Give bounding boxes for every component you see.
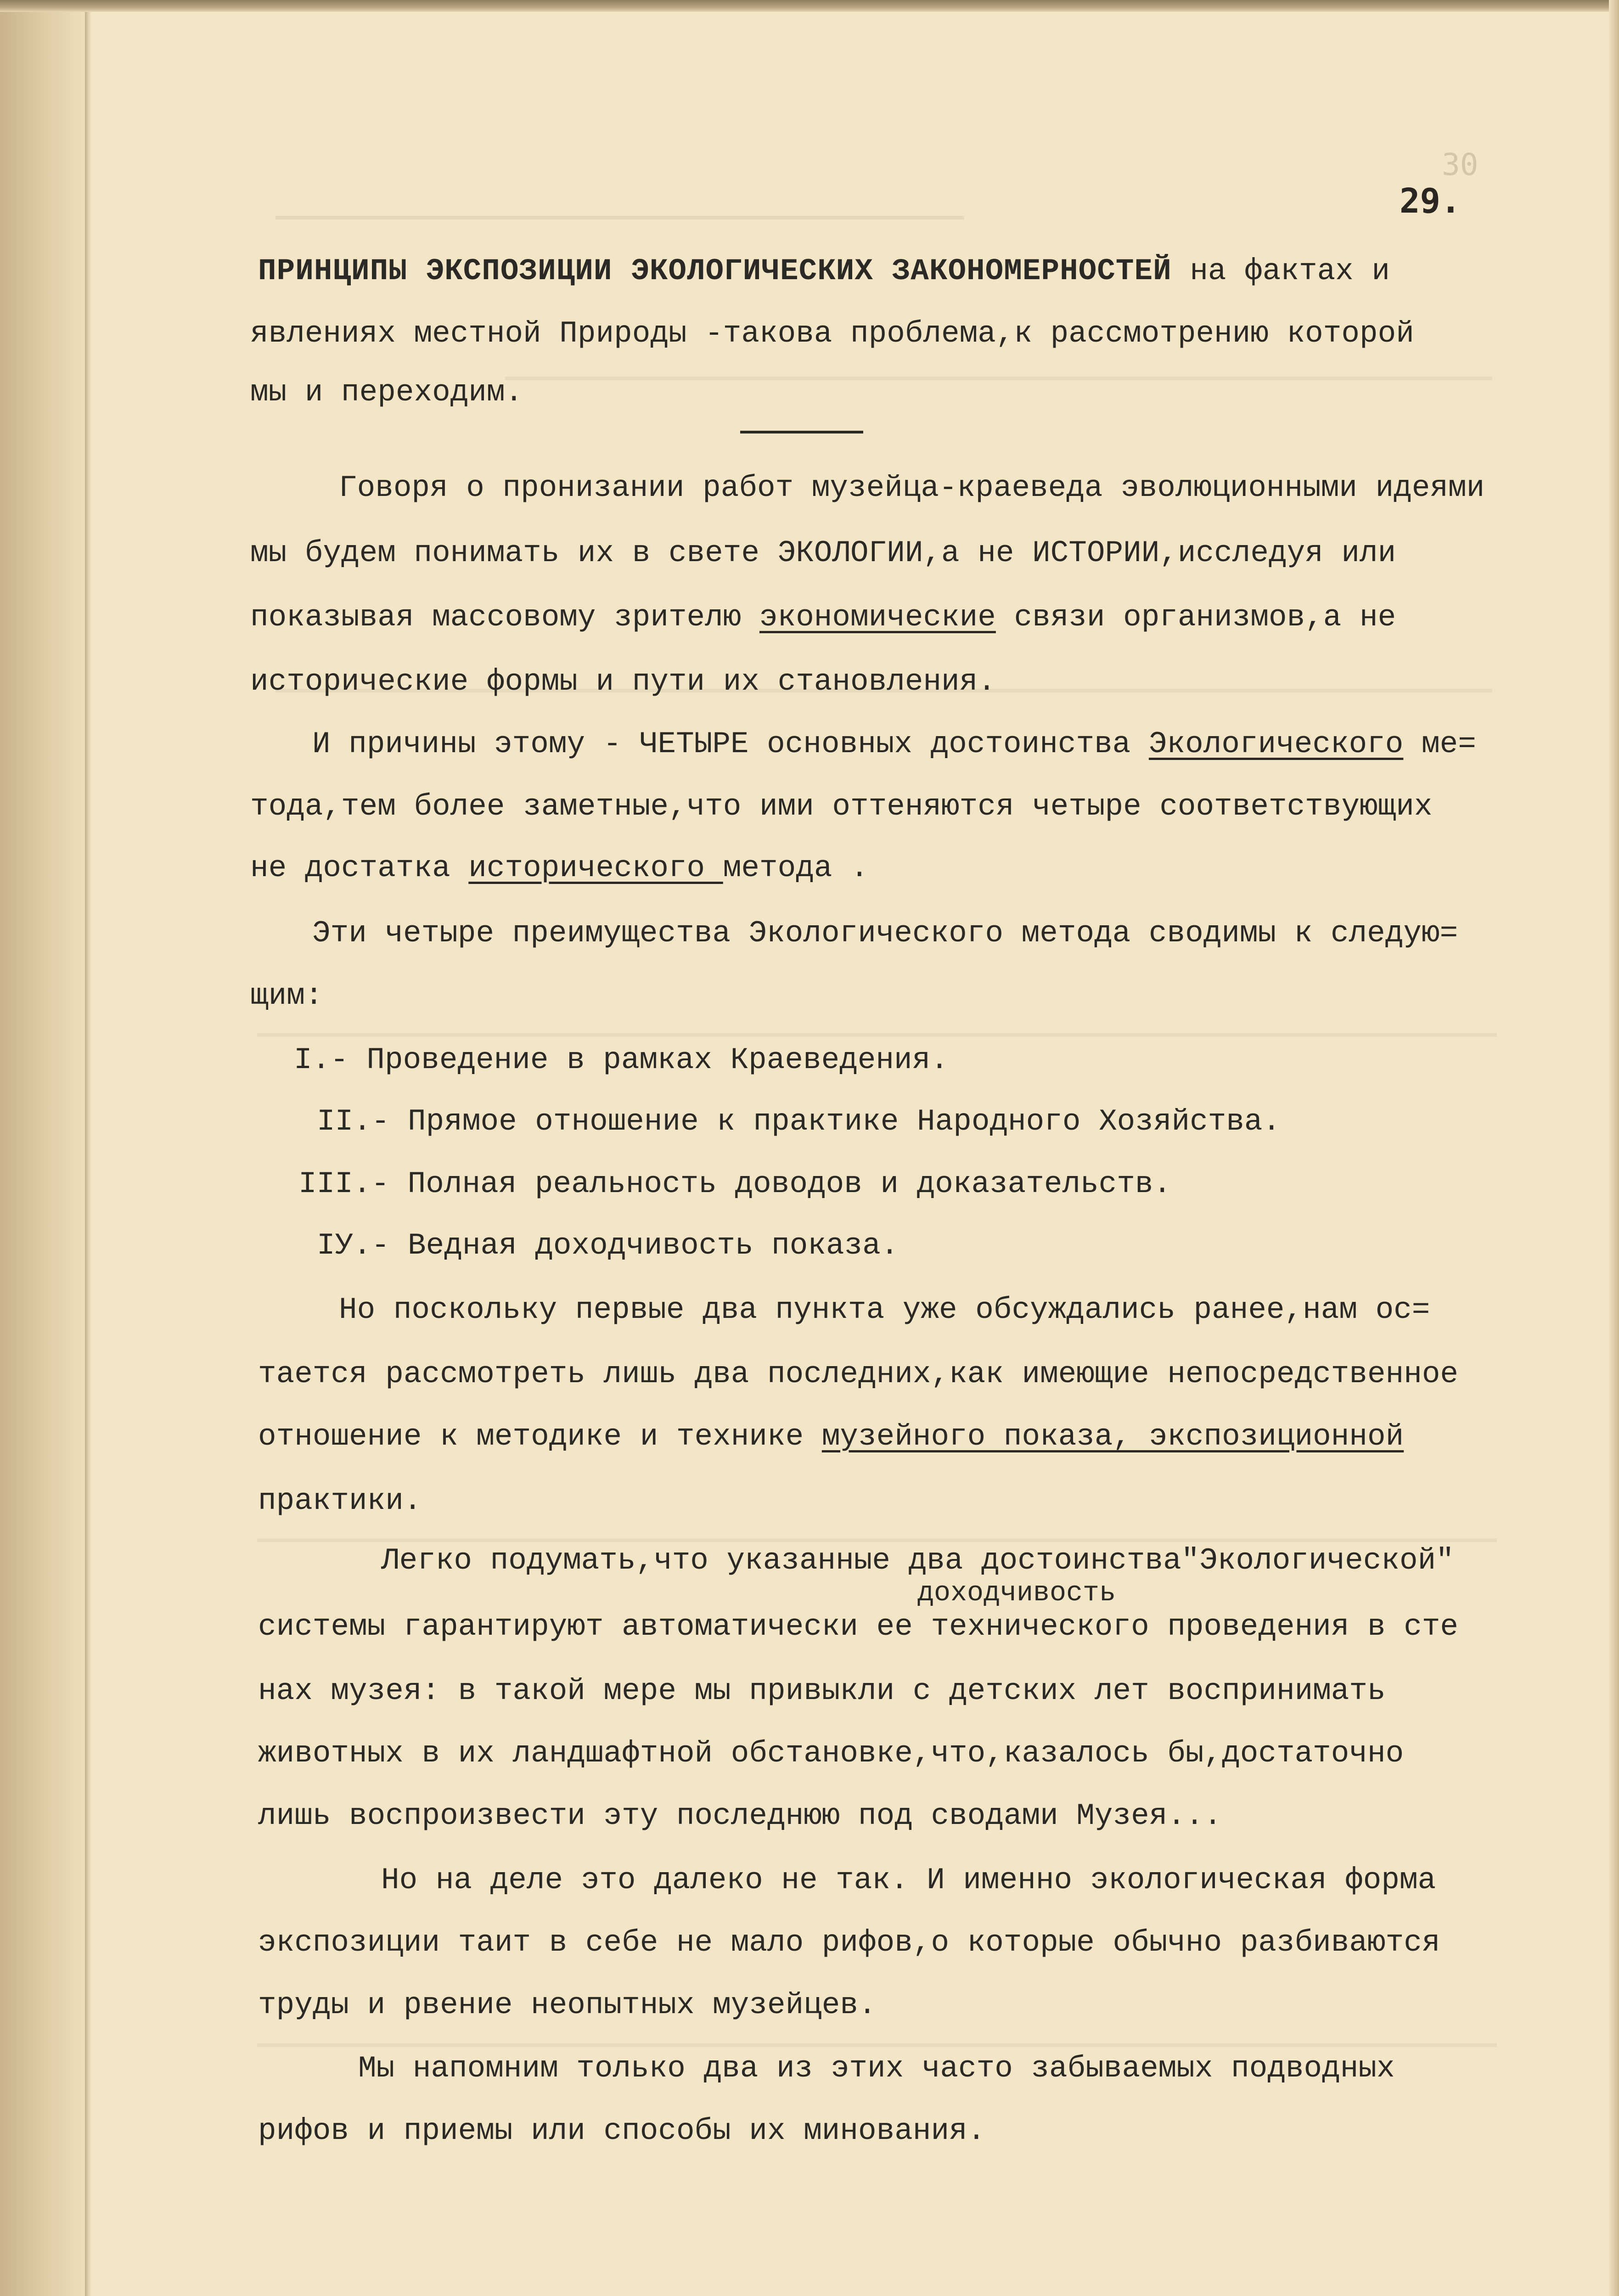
list-item: I.- Проведение в рамках Краеведения.	[294, 1043, 949, 1077]
title-line-1-rest: на фактах и	[1171, 254, 1390, 288]
para2-line-3-a: не достатка	[250, 851, 469, 885]
bleed-through-mark	[257, 2043, 1497, 2047]
para2-line-3-b: метода .	[723, 851, 869, 885]
underlined-word-economic: экономические	[759, 600, 996, 635]
title-line-3: мы и переходим.	[250, 375, 523, 410]
para1-line-1: Говоря о пронизании работ музейца-краеведа эволюционными идеями	[339, 471, 1485, 505]
para4-line-3-a: отношение к методике и технике	[258, 1419, 822, 1454]
bleed-through-mark	[257, 1033, 1497, 1037]
para6-line-2: экспозиции таит в себе не мало рифов,о которые обычно разбиваются	[258, 1925, 1440, 1960]
title-line-2: явлениях местной Природы -такова проблема,к рассмотрению которой	[250, 316, 1414, 351]
para5-line-2: системы гарантируют автоматически ее технического проведения в сте	[258, 1609, 1459, 1644]
page-fold-shadow	[85, 0, 91, 2296]
para3-line-2: щим:	[250, 979, 323, 1013]
para5-line-4: животных в их ландшафтной обстановке,что,казалось бы,достаточно	[258, 1736, 1404, 1771]
title-line-1	[258, 256, 1390, 287]
underlined-word-historical: исторического	[468, 851, 723, 885]
para1-line-2: мы будем понимать их в свете ЭКОЛОГИИ,а не ИСТОРИИ,исследуя или	[250, 536, 1396, 570]
para5-line-1: Легко подумать,что указанные два достоинства"Экологической"	[381, 1543, 1454, 1578]
para2-line-3	[250, 853, 869, 884]
para1-line-3-b: связи организмов,а не	[995, 600, 1396, 635]
bleed-through-mark	[257, 1538, 1497, 1542]
para1-line-3-a: показывая массовому зрителю	[250, 600, 759, 635]
para6-line-3: труды и рвение неопытных музейцев.	[258, 1988, 877, 2022]
para1-line-4: исторические формы и пути их становления.	[250, 664, 996, 699]
para7-line-2: рифов и приемы или способы их минования.	[258, 2114, 986, 2148]
para4-line-3	[258, 1419, 1404, 1454]
para6-line-1: Но на деле это далеко не так. И именно экологическая форма	[381, 1863, 1436, 1897]
bleed-through-mark	[505, 377, 1492, 380]
separator-rule	[740, 431, 863, 433]
para4-line-2: тается рассмотреть лишь два последних,как имеющие непосредственное	[258, 1357, 1459, 1391]
underlined-word-ecological: Экологического	[1148, 727, 1404, 761]
page-number: 29.	[1400, 181, 1461, 221]
para7-line-1: Мы напомним только два из этих часто забываемых подводных	[358, 2051, 1395, 2086]
list-item: IУ.- Ведная доходчивость показа.	[317, 1228, 899, 1263]
title-heading: ПРИНЦИПЫ ЭКСПОЗИЦИИ ЭКОЛОГИЧЕСКИХ ЗАКОНОМЕРНОСТЕЙ	[258, 254, 1172, 288]
bleed-through-mark	[275, 216, 964, 219]
para2-line-2: тода,тем более заметные,что ими оттеняются четыре соответствующих	[250, 789, 1433, 824]
para3-line-1: Эти четыре преимущества Экологического метода сводимы к следую=	[312, 916, 1458, 951]
left-margin-strip	[0, 0, 87, 2296]
para1-line-3	[250, 602, 1396, 633]
list-item: II.- Прямое отношение к практике Народного Хозяйства.	[317, 1104, 1281, 1139]
faint-page-number: 30	[1442, 147, 1478, 182]
right-paper-edge	[1609, 0, 1619, 2296]
list-item: III.- Полная реальность доводов и доказательств.	[298, 1167, 1172, 1201]
para5-line-3: нах музея: в такой мере мы привыкли с детских лет воспринимать	[258, 1674, 1386, 1708]
para4-line-4: практики.	[258, 1484, 422, 1518]
para2-line-1-b: ме=	[1403, 727, 1476, 761]
para2-line-1-a: И причины этому - ЧЕТЫРЕ основных достоинства	[312, 727, 1149, 761]
para4-line-1: Но поскольку первые два пункта уже обсуждались ранее,нам ос=	[339, 1293, 1430, 1327]
top-paper-edge	[0, 0, 1619, 12]
underlined-phrase-museum-display: музейного показа, экспозиционной	[821, 1419, 1404, 1454]
para5-line-5: лишь воспроизвести эту последнюю под сводами Музея...	[258, 1799, 1222, 1833]
para2-line-1	[312, 729, 1476, 760]
handwritten-insertion: доходчивость	[917, 1578, 1116, 1609]
